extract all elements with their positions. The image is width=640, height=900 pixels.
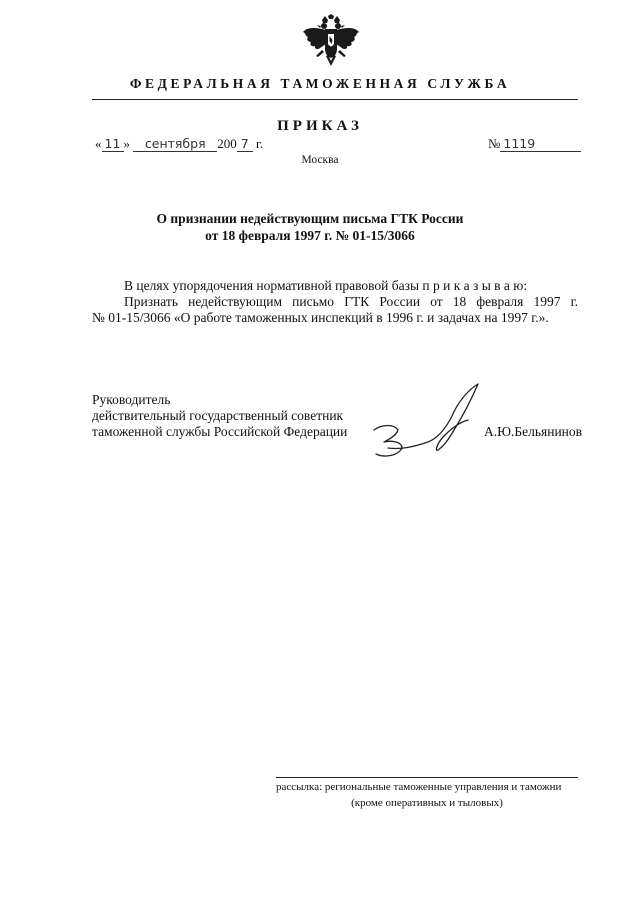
distribution-list: рассылка: региональные таможенные управления и таможни bbox=[276, 781, 562, 793]
document-type: ПРИКАЗ bbox=[277, 118, 363, 134]
city: Москва bbox=[301, 154, 339, 166]
agency-name: ФЕДЕРАЛЬНАЯ ТАМОЖЕННАЯ СЛУЖБА bbox=[129, 76, 511, 91]
distribution-exceptions: (кроме оперативных и тыловых) bbox=[351, 797, 503, 809]
order-day: 11 bbox=[102, 137, 124, 152]
order-title-line-2: от 18 февраля 1997 г. № 01-15/3066 bbox=[205, 228, 415, 243]
signatory-name: А.Ю.Бельянинов bbox=[484, 424, 583, 439]
double-headed-eagle-emblem-icon bbox=[300, 14, 362, 70]
body-paragraph-2-line-1: Признать недействующим письмо ГТК России от 18 февраля 1997 г. bbox=[124, 294, 578, 309]
order-year-digit: 7 bbox=[237, 137, 253, 152]
distribution-divider bbox=[276, 777, 578, 778]
quote-open: « bbox=[95, 136, 102, 151]
order-month: сентября bbox=[133, 137, 217, 152]
handwritten-signature-icon bbox=[368, 380, 480, 462]
order-number-label: № bbox=[488, 136, 501, 151]
signatory-title-line-3: таможенной службы Российской Федерации bbox=[92, 424, 348, 439]
body-paragraph-1: В целях упорядочения нормативной правовой базы п р и к а з ы в а ю: bbox=[124, 278, 528, 293]
order-number bbox=[488, 136, 581, 152]
order-number-value: 1119 bbox=[500, 137, 581, 152]
signatory-title-line-1: Руководитель bbox=[92, 392, 171, 407]
order-year-suffix: г. bbox=[256, 136, 264, 151]
header-divider bbox=[92, 99, 578, 100]
order-year-prefix: 200 bbox=[217, 136, 237, 151]
order-date bbox=[95, 136, 263, 152]
signatory-title-line-2: действительный государственный советник bbox=[92, 408, 344, 423]
body-paragraph-2-line-2: № 01-15/3066 «О работе таможенных инспекций в 1996 г. и задачах на 1997 г.». bbox=[92, 310, 549, 325]
quote-close: » bbox=[123, 136, 130, 151]
order-title-line-1: О признании недействующим письма ГТК России bbox=[156, 211, 464, 226]
